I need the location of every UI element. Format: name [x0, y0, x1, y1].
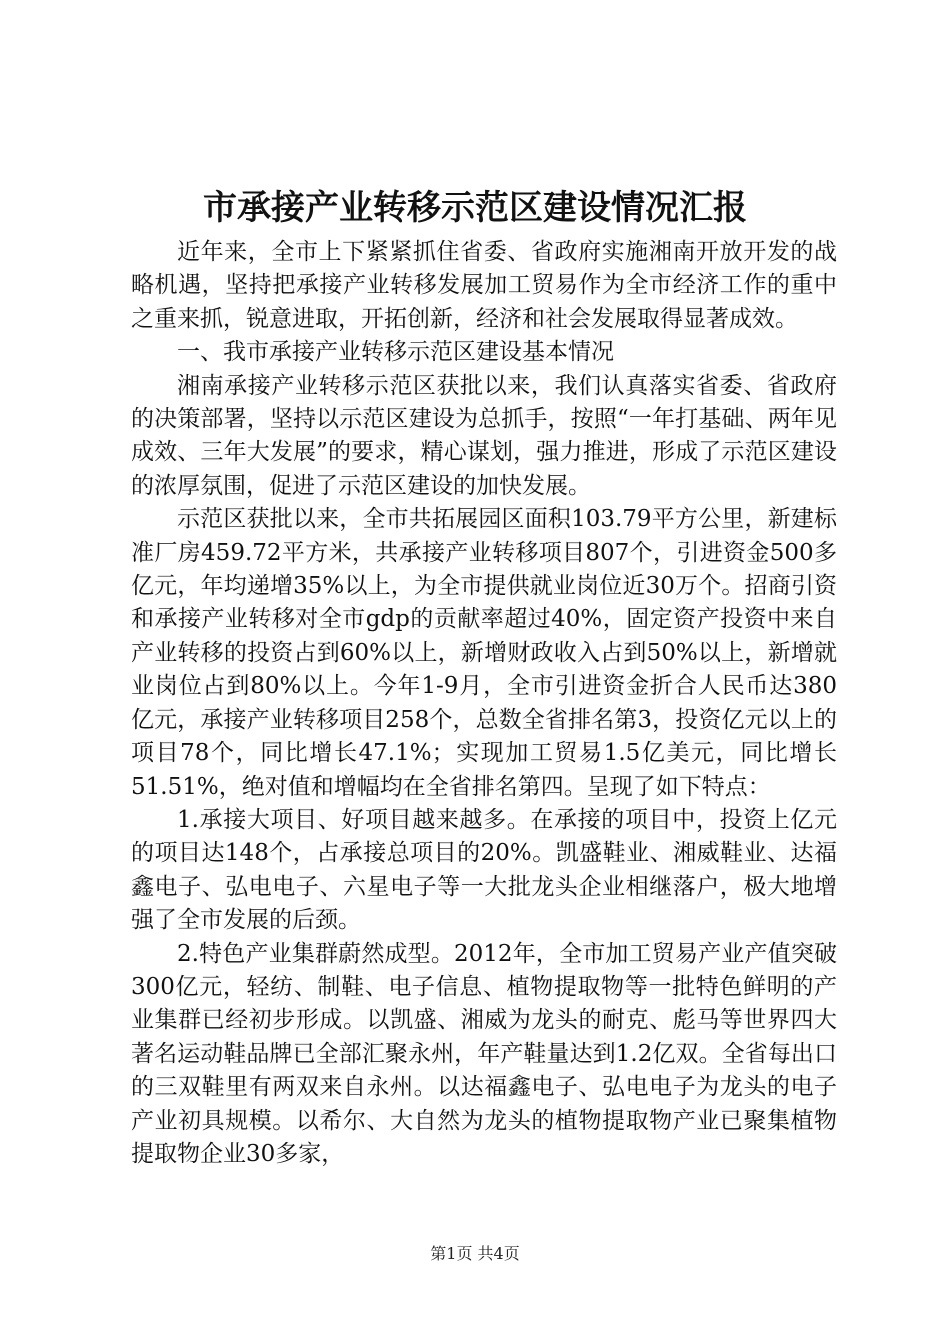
paragraph-point-1: 1.承接大项目、好项目越来越多。在承接的项目中，投资上亿元的项目达148个，占承接总项目的20%。凯盛鞋业、湘威鞋业、达福鑫电子、弘电电子、六星电子等一大批龙头企业相继落户，极大地增强了全市发展的后颈。	[131, 806, 837, 934]
paragraph-intro: 近年来，全市上下紧紧抓住省委、省政府实施湘南开放开发的战略机遇，坚持把承接产业转移发展加工贸易作为全市经济工作的重中之重来抓，锐意进取，开拓创新，经济和社会发展取得显著成效。	[131, 239, 837, 332]
document-title: 市承接产业转移示范区建设情况汇报	[203, 188, 747, 228]
document-body	[131, 236, 837, 1171]
section-heading: 一、我市承接产业转移示范区建设基本情况	[177, 339, 614, 366]
paragraph-point-2: 2.特色产业集群蔚然成型。2012年，全市加工贸易产业产值突破300亿元，轻纺、制鞋、电子信息、植物提取物等一批特色鲜明的产业集群已经初步形成。以凯盛、湘威为龙头的耐克、彪马等世界四大著名运动鞋品牌已全部汇聚永州，年产鞋量达到1.2亿双。全省每出口的三双鞋里有两双来自永州。以达福鑫电子、弘电电子为龙头的电子产业初具规模。以希尔、大自然为龙头的植物提取物产业已聚集植物提取物企业30多家，	[131, 940, 837, 1167]
paragraph-overview: 湘南承接产业转移示范区获批以来，我们认真落实省委、省政府的决策部署，坚持以示范区建设为总抓手，按照“一年打基础、两年见成效、三年大发展”的要求，精心谋划，强力推进，形成了示范区建设的浓厚氛围，促进了示范区建设的加快发展。	[131, 372, 837, 499]
paragraph-statistics: 示范区获批以来，全市共拓展园区面积103.79平方公里，新建标准厂房459.72平方米，共承接产业转移项目807个，引进资金500多亿元，年均递增35%以上，为全市提供就业岗位近30万个。招商引资和承接产业转移对全市gdp的贡献率超过40%，固定资产投资中来自产业转移的投资占到60%以上，新增财政收入占到50%以上，新增就业岗位占到80%以上。今年1-9月，全市引进资金折合人民币达380亿元，承接产业转移项目258个，总数全省排名第3，投资亿元以上的项目78个，同比增长47.1%；实现加工贸易1.5亿美元，同比增长51.51%，绝对值和增幅均在全省排名第四。呈现了如下特点：	[131, 506, 837, 800]
page-footer: 第1页 共4页	[430, 1244, 520, 1263]
